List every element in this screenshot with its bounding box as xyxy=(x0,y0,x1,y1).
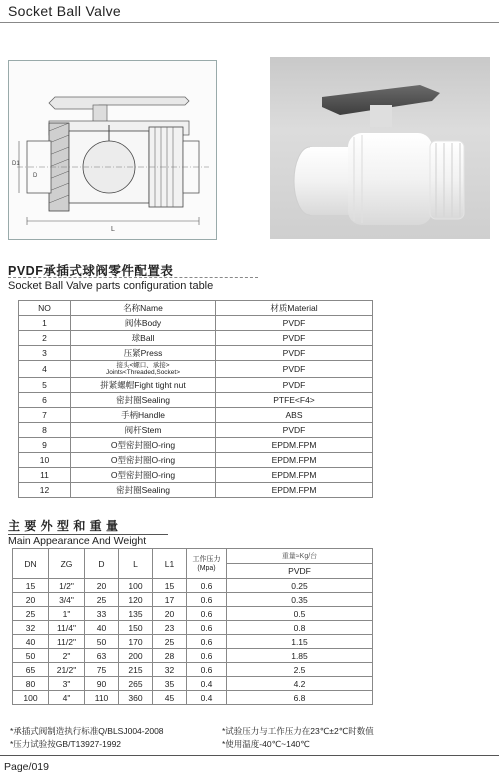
page-title: Socket Ball Valve xyxy=(8,3,122,19)
part-name: 压紧Press xyxy=(71,346,216,361)
table-row xyxy=(19,346,373,361)
drawing-label-d: D xyxy=(33,173,38,179)
cell-l: 215 xyxy=(119,663,153,677)
table-row xyxy=(13,649,373,663)
cell-l1: 28 xyxy=(153,649,187,663)
note-test: *试验压力与工作压力在23℃±2℃时数值 xyxy=(222,726,374,736)
table-row xyxy=(13,677,373,691)
drawing-label-d1: D1 xyxy=(12,161,20,167)
part-material: PVDF xyxy=(216,346,373,361)
header-no: NO xyxy=(19,301,71,316)
title-divider xyxy=(0,22,499,23)
cell-l: 100 xyxy=(119,579,153,593)
part-no: 9 xyxy=(19,438,71,453)
cell-d: 110 xyxy=(85,691,119,705)
table-row xyxy=(13,663,373,677)
part-no: 3 xyxy=(19,346,71,361)
part-material: EPDM.FPM xyxy=(216,468,373,483)
cell-d: 25 xyxy=(85,593,119,607)
cell-weight: 0.35 xyxy=(227,593,373,607)
table-row xyxy=(19,408,373,423)
header-l1: L1 xyxy=(153,549,187,579)
part-material: PVDF xyxy=(216,423,373,438)
table-row xyxy=(19,423,373,438)
parts-title-divider xyxy=(8,277,258,278)
part-material: EPDM.FPM xyxy=(216,453,373,468)
cell-d: 90 xyxy=(85,677,119,691)
cell-dn: 15 xyxy=(13,579,49,593)
page-number: Page/019 xyxy=(4,761,49,773)
cell-weight: 4.2 xyxy=(227,677,373,691)
cell-dn: 50 xyxy=(13,649,49,663)
note-pressure-test: *压力试验按GB/T13927-1992 xyxy=(10,739,122,749)
part-name: O型密封圈O-ring xyxy=(71,468,216,483)
part-no: 12 xyxy=(19,483,71,498)
cell-l: 150 xyxy=(119,621,153,635)
part-material: EPDM.FPM xyxy=(216,483,373,498)
weight-table xyxy=(12,548,373,705)
note-standard: *承插式阀制造执行标准Q/BLSJ004-2008 xyxy=(10,726,164,736)
table-row xyxy=(13,579,373,593)
cell-l1: 32 xyxy=(153,663,187,677)
table-row xyxy=(13,621,373,635)
cell-pressure: 0.6 xyxy=(187,663,227,677)
part-material: PTFE<F4> xyxy=(216,393,373,408)
weight-table-title-cn: 主 要 外 型 和 重 量 xyxy=(8,519,119,533)
part-material: EPDM.FPM xyxy=(216,438,373,453)
table-row xyxy=(19,438,373,453)
cell-l: 265 xyxy=(119,677,153,691)
part-name: 接头<螺口、承接> xyxy=(116,362,170,369)
part-no: 2 xyxy=(19,331,71,346)
part-name-sub: Joints<Threaded,Socket> xyxy=(105,369,181,376)
cell-d: 75 xyxy=(85,663,119,677)
header-dn: DN xyxy=(13,549,49,579)
part-material: PVDF xyxy=(216,316,373,331)
table-row xyxy=(19,453,373,468)
cell-weight: 0.5 xyxy=(227,607,373,621)
part-no: 11 xyxy=(19,468,71,483)
cell-l1: 23 xyxy=(153,621,187,635)
valve-technical-drawing xyxy=(8,60,217,240)
header-pressure xyxy=(187,549,227,579)
table-row xyxy=(13,691,373,705)
table-row xyxy=(13,593,373,607)
part-name: 手柄Handle xyxy=(71,408,216,423)
weight-title-divider xyxy=(8,534,168,535)
cell-pressure: 0.4 xyxy=(187,677,227,691)
cell-dn: 32 xyxy=(13,621,49,635)
part-no: 1 xyxy=(19,316,71,331)
cell-l: 170 xyxy=(119,635,153,649)
header-pressure-unit: (Mpa) xyxy=(197,564,216,572)
part-no: 5 xyxy=(19,378,71,393)
part-name: 球Ball xyxy=(71,331,216,346)
cell-pressure: 0.6 xyxy=(187,649,227,663)
table-row xyxy=(19,331,373,346)
note-temperature: *使用温度-40℃~140℃ xyxy=(222,739,310,749)
parts-table-title-cn: PVDF承插式球阀零件配置表 xyxy=(8,264,174,278)
part-name: 拼紧螺帽Fight tight nut xyxy=(71,378,216,393)
cell-weight: 6.8 xyxy=(227,691,373,705)
valve-product-photo xyxy=(270,57,490,239)
cell-zg: 2" xyxy=(49,649,85,663)
cell-pressure: 0.6 xyxy=(187,621,227,635)
header-name: 名称Name xyxy=(71,301,216,316)
part-no: 8 xyxy=(19,423,71,438)
header-d: D xyxy=(85,549,119,579)
part-name: 阀体Body xyxy=(71,316,216,331)
cell-zg: 11/2" xyxy=(49,635,85,649)
cell-weight: 1.85 xyxy=(227,649,373,663)
part-name-cell xyxy=(71,361,216,378)
cell-l: 200 xyxy=(119,649,153,663)
header-pressure-label: 工作压力 xyxy=(192,555,221,563)
cell-l1: 35 xyxy=(153,677,187,691)
part-name: O型密封圈O-ring xyxy=(71,453,216,468)
cell-zg: 3" xyxy=(49,677,85,691)
table-row xyxy=(19,378,373,393)
part-name: 阀杆Stem xyxy=(71,423,216,438)
part-material: PVDF xyxy=(216,331,373,346)
cell-zg: 1/2" xyxy=(49,579,85,593)
header-material: 材质Material xyxy=(216,301,373,316)
cell-dn: 25 xyxy=(13,607,49,621)
table-row xyxy=(13,635,373,649)
part-name: O型密封圈O-ring xyxy=(71,438,216,453)
parts-table xyxy=(18,300,373,498)
part-no: 6 xyxy=(19,393,71,408)
cell-d: 50 xyxy=(85,635,119,649)
cell-zg: 21/2" xyxy=(49,663,85,677)
cell-l: 135 xyxy=(119,607,153,621)
part-no: 10 xyxy=(19,453,71,468)
part-material: PVDF xyxy=(216,378,373,393)
parts-table-header xyxy=(19,301,373,316)
weight-table-header xyxy=(13,549,373,564)
cell-zg: 4" xyxy=(49,691,85,705)
table-row xyxy=(19,483,373,498)
weight-table-title-en: Main Appearance And Weight xyxy=(8,535,147,547)
cell-l1: 25 xyxy=(153,635,187,649)
cell-l: 360 xyxy=(119,691,153,705)
header-l: L xyxy=(119,549,153,579)
header-zg: ZG xyxy=(49,549,85,579)
header-weight: 重量≈Kg/台 xyxy=(227,549,373,564)
cell-l1: 45 xyxy=(153,691,187,705)
valve-drawing-svg xyxy=(9,61,216,239)
drawing-label-l: L xyxy=(111,226,115,233)
cell-d: 63 xyxy=(85,649,119,663)
cell-zg: 11/4" xyxy=(49,621,85,635)
part-no: 4 xyxy=(19,361,71,378)
table-row xyxy=(19,468,373,483)
table-row xyxy=(19,393,373,408)
cell-pressure: 0.4 xyxy=(187,691,227,705)
footer-divider xyxy=(0,755,499,756)
cell-dn: 20 xyxy=(13,593,49,607)
cell-l1: 20 xyxy=(153,607,187,621)
cell-l1: 17 xyxy=(153,593,187,607)
cell-pressure: 0.6 xyxy=(187,579,227,593)
valve-photo-svg xyxy=(270,57,490,239)
table-row xyxy=(19,316,373,331)
parts-table-title-en: Socket Ball Valve parts configuration table xyxy=(8,280,214,292)
part-no: 7 xyxy=(19,408,71,423)
cell-pressure: 0.6 xyxy=(187,635,227,649)
cell-weight: 0.8 xyxy=(227,621,373,635)
cell-d: 40 xyxy=(85,621,119,635)
cell-dn: 40 xyxy=(13,635,49,649)
cell-dn: 80 xyxy=(13,677,49,691)
cell-zg: 1" xyxy=(49,607,85,621)
table-row xyxy=(13,607,373,621)
cell-dn: 65 xyxy=(13,663,49,677)
cell-weight: 0.25 xyxy=(227,579,373,593)
cell-pressure: 0.6 xyxy=(187,593,227,607)
cell-l: 120 xyxy=(119,593,153,607)
part-material: ABS xyxy=(216,408,373,423)
cell-zg: 3/4" xyxy=(49,593,85,607)
table-row xyxy=(19,361,373,378)
cell-l1: 15 xyxy=(153,579,187,593)
header-material-pvdf: PVDF xyxy=(227,564,373,579)
cell-weight: 2.5 xyxy=(227,663,373,677)
cell-d: 33 xyxy=(85,607,119,621)
cell-dn: 100 xyxy=(13,691,49,705)
part-name: 密封圈Sealing xyxy=(71,393,216,408)
part-name: 密封圈Sealing xyxy=(71,483,216,498)
cell-pressure: 0.6 xyxy=(187,607,227,621)
part-material: PVDF xyxy=(216,361,373,378)
cell-d: 20 xyxy=(85,579,119,593)
cell-weight: 1.15 xyxy=(227,635,373,649)
